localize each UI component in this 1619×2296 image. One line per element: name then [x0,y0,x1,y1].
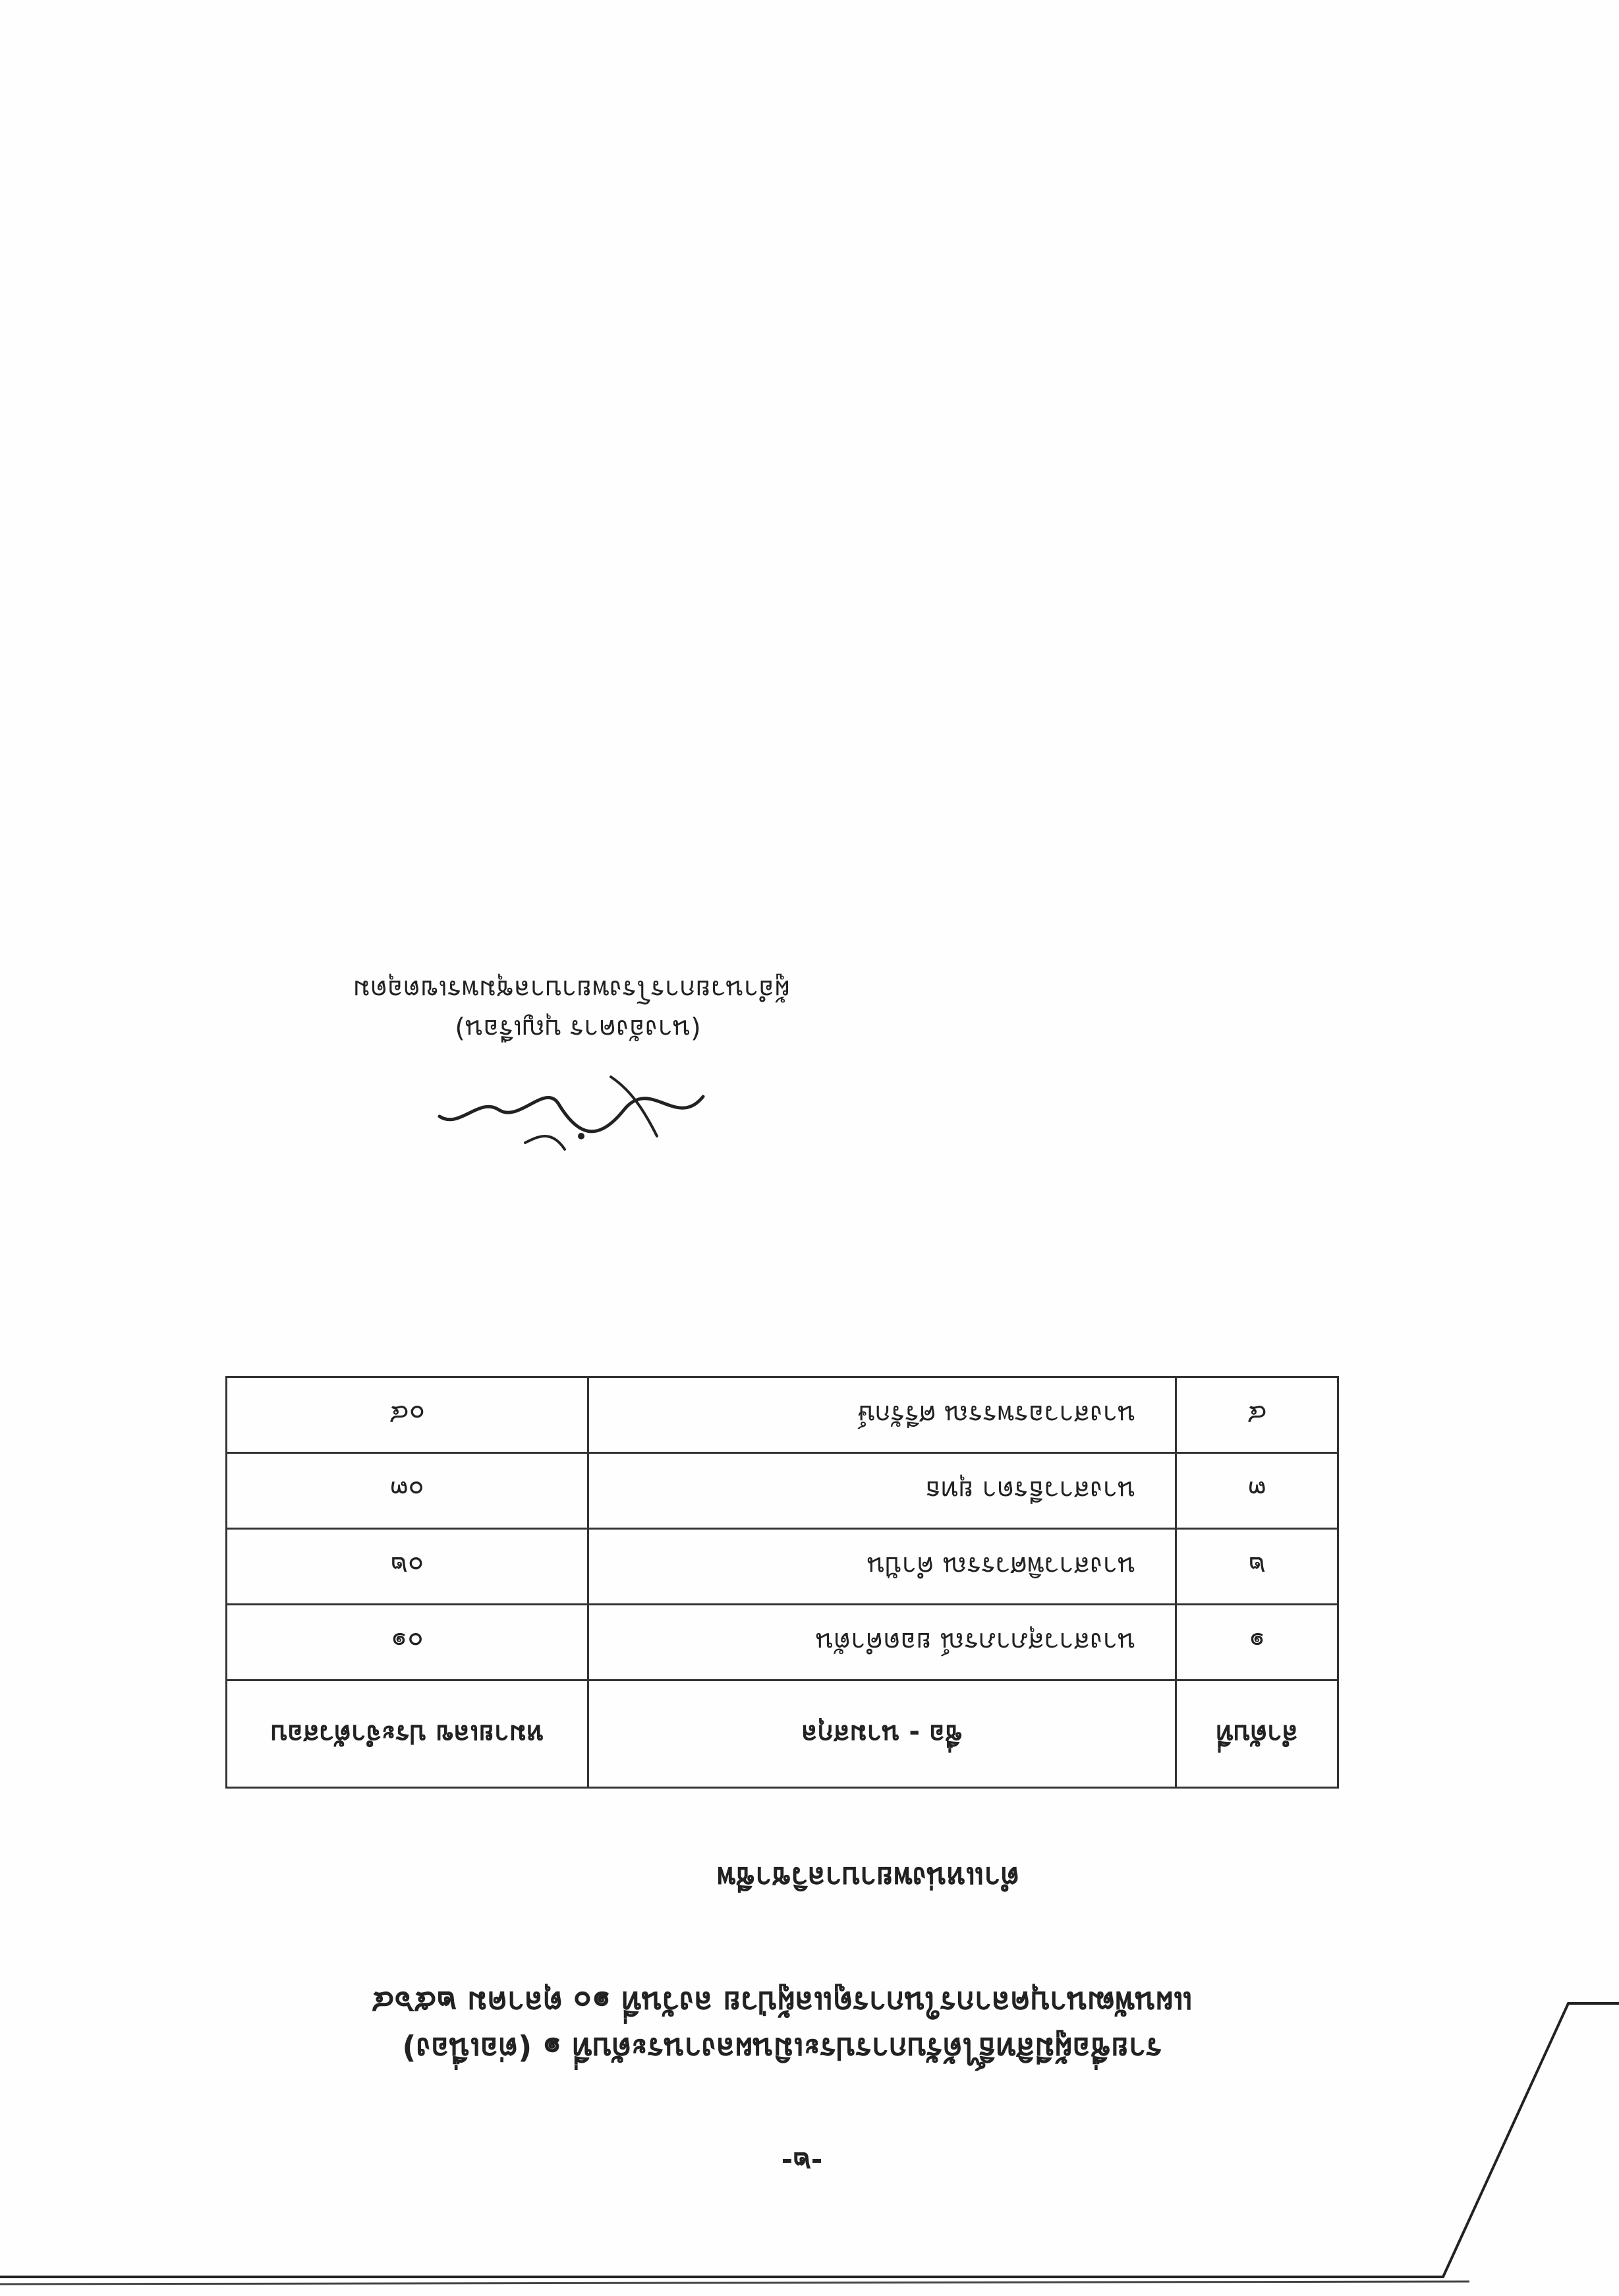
row-id: ๐๑ [227,1605,588,1680]
row-name: นางสาวสุภาภรณ์ ยอดคำตัน [588,1605,1176,1680]
row-name: นางสาวธีรดา ยุทธ [588,1453,1176,1529]
header-no: ลำดับที่ [1176,1680,1338,1788]
table-row [227,1453,1338,1529]
page-number: -๒- [781,2146,823,2179]
document-title-line-1: รายชื่อผู้มีสิทธิ์ได้รับการประเมินผลงานระดับที่ ๑ (ต่อเนื่อง) [402,2031,1162,2067]
header-id: หมายเลข ประจำตัวสอบ [227,1680,588,1788]
table-row [227,1529,1338,1605]
row-name: นางสาวพิศวรรณ คำปัน [588,1529,1176,1605]
row-no: ๔ [1176,1377,1338,1453]
candidate-table [225,1376,1339,1789]
row-id: ๐๒ [227,1529,588,1605]
table-row [227,1377,1338,1453]
row-id: ๐๓ [227,1453,588,1529]
table-row [227,1605,1338,1680]
document-title-line-2: แผนพัฒนาบุคลากรในการดูแลผู้ป่วย ลงวันที่ ๑๐ ตุลาคม ๒๕๖๔ [371,1985,1193,2021]
table-header-row [227,1680,1338,1788]
handwritten-signature [426,1057,716,1176]
row-id: ๐๔ [227,1377,588,1453]
section-heading: ตำแหน่งพยาบาลวิชาชีพ [716,1860,1019,1894]
row-name: นางสาวอรพรรณ ศรีรักษ์ [588,1377,1176,1453]
row-no: ๒ [1176,1529,1338,1605]
signer-name: (นางอังคาร บุญเรือน) [455,1014,701,1044]
header-name: ชื่อ - นามสกุล [588,1680,1176,1788]
signer-position: ผู้อำนวยการโรงพยาบาลชุมพรเขตอุดม [353,974,790,1004]
row-no: ๑ [1176,1605,1338,1680]
row-no: ๓ [1176,1453,1338,1529]
